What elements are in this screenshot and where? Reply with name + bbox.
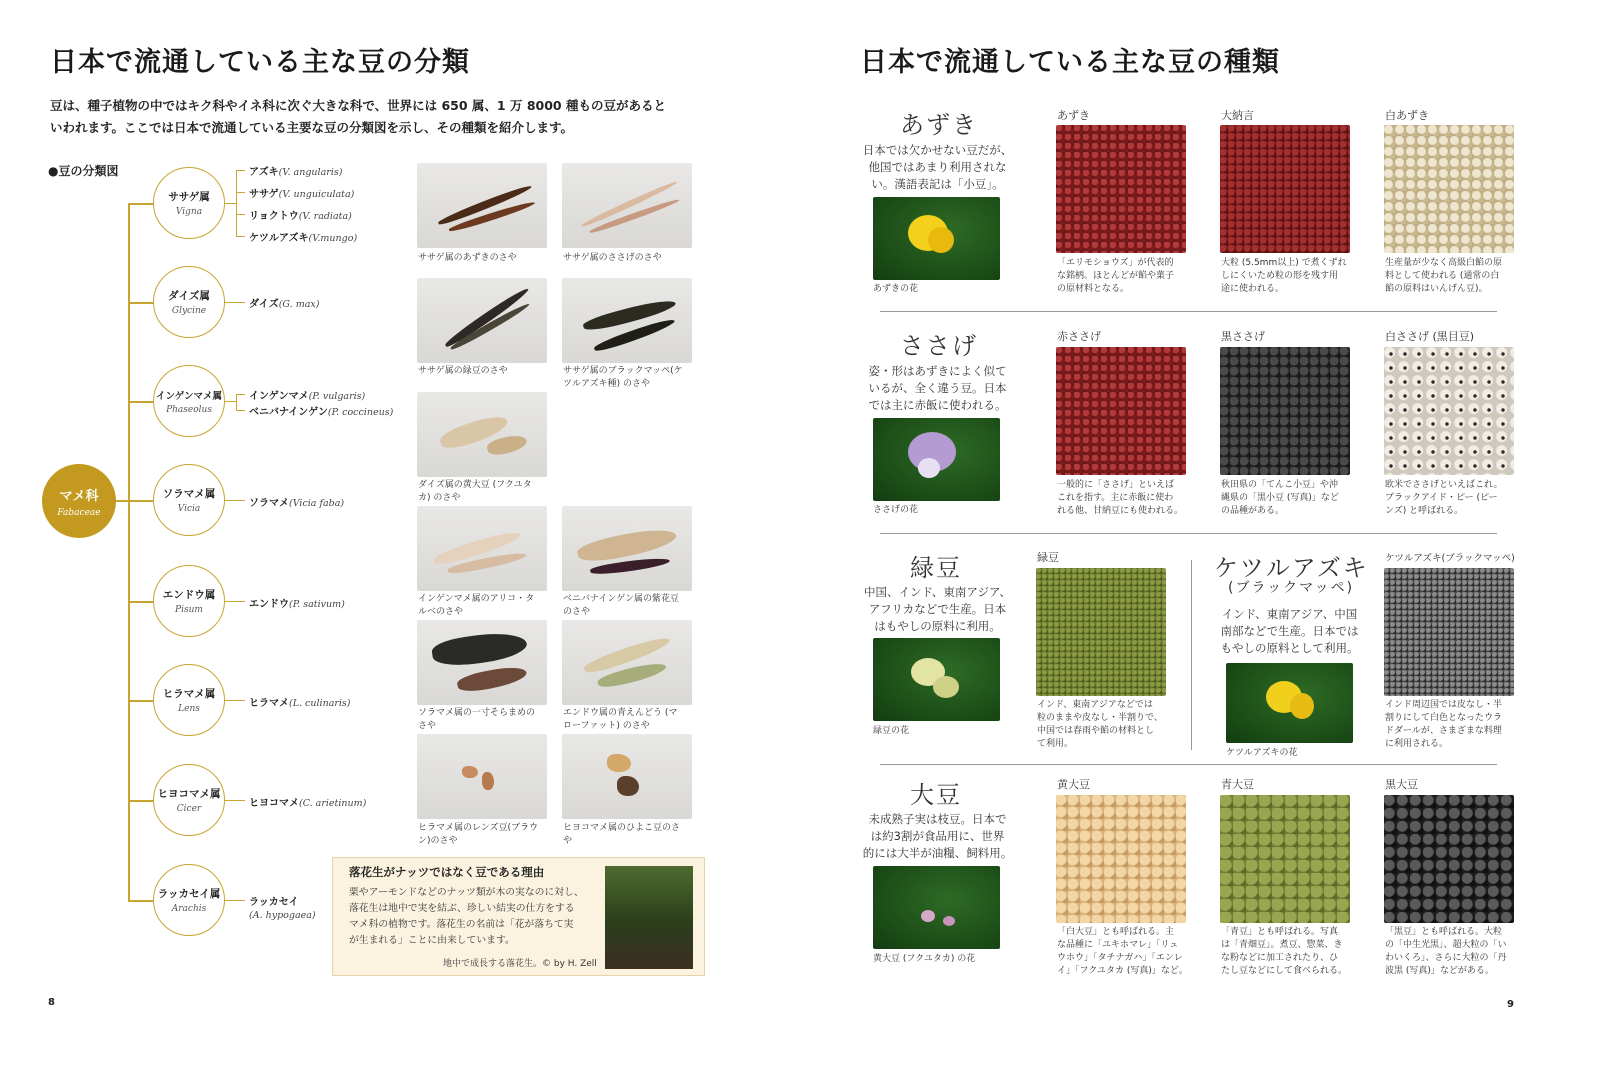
peanut-sidebar	[332, 857, 705, 976]
row-divider	[880, 533, 1497, 534]
genus-lat: Pisum	[175, 605, 203, 615]
variety-caption: 生産量が少なく高級白餡の原 料として使われる (通常の白 餡の原料はいんげん豆)。	[1385, 258, 1503, 294]
vigna-tick-4	[236, 236, 245, 237]
bean-name-azuki: あずき	[900, 111, 978, 139]
phaseolus-tick-2	[236, 410, 245, 411]
branch-lens	[128, 700, 153, 702]
variety-caption: インド、東南アジアなどでは 粒のままや皮なし・半割りで、 中国では春雨や餡の材料とし て利用。	[1037, 700, 1163, 749]
pod-caption: ササゲ属のブラックマッペ(ケ ツルアズキ種) のさや	[563, 366, 683, 389]
branch-phaseolus	[128, 401, 153, 403]
variety-label: 黄大豆	[1057, 778, 1090, 791]
species-ketsuruazuki: ケツルアズキ(V.mungo)	[249, 233, 358, 244]
pod-photo-murasakihanamame	[562, 506, 692, 591]
pod-photo-sasage	[562, 163, 692, 248]
trunk-line	[128, 203, 130, 900]
ryokuto-flower-caption: 緑豆の花	[873, 726, 910, 736]
species-rakkasei: ラッカセイ	[249, 897, 299, 908]
genus-jp: ヒラマメ属	[162, 688, 216, 700]
left-page-title: 日本で流通している主な豆の分類	[50, 47, 470, 78]
genus-lat: Cicer	[176, 804, 202, 814]
bean-photo-shirosasage	[1384, 347, 1514, 475]
family-fabaceae	[42, 464, 116, 538]
genus-lat: Phaseolus	[166, 404, 212, 415]
pod-photo-endou	[562, 620, 692, 705]
branch-pisum	[128, 601, 153, 603]
genus-lat: Vigna	[175, 207, 203, 217]
genus-lens	[153, 664, 225, 736]
chart-label: ●豆の分類図	[48, 164, 119, 178]
genus-cicer	[153, 764, 225, 836]
species-daizu: ダイズ(G. max)	[249, 299, 320, 310]
family-jp: マメ科	[59, 488, 99, 504]
genus-arachis	[153, 864, 225, 936]
intro-line-2: いわれます。ここでは日本で流通している主要な豆の分類図を示し、その種類を紹介します。	[50, 120, 574, 135]
species-soramame: ソラマメ(Vicia faba)	[249, 498, 345, 509]
pod-caption: ササゲ属のささげのさや	[563, 253, 662, 263]
genus-jp: インゲンマメ属	[155, 390, 223, 402]
cicer-tick	[225, 800, 245, 801]
variety-caption: 「白大豆」とも呼ばれる。主 な品種に「ユキホマレ」「リュ ウホウ」「タチナガハ」「エンレ イ」「フクユタカ (写真)」など。	[1057, 927, 1188, 976]
bean-photo-shiroazuki	[1384, 125, 1514, 253]
genus-lat: Arachis	[171, 904, 207, 914]
intro-line-1: 豆は、種子植物の中ではキク科やイネ科に次ぐ大きな科で、世界には 650 属、1 万 8000 種もの豆があると	[50, 98, 666, 113]
family-lat: Fabaceae	[57, 507, 101, 518]
branch-vigna	[128, 203, 153, 205]
bean-photo-kurodaizu	[1384, 795, 1514, 923]
pod-caption: エンドウ属の青えんどう (マ ローファット) のさや	[563, 708, 678, 731]
azuki-flower-photo	[873, 197, 1000, 280]
bean-name-sasage: ささげ	[900, 332, 978, 360]
bean-photo-dainagon	[1220, 125, 1350, 253]
sidebar-text: 栗やアーモンドなどのナッツ類が木の実なのに対し、 落花生は地中で実を結ぶ、珍しい結実の仕方をする マメ科の植物です。落花生の名前は「花が落ちて実 が生まれる」ことに由来しています。	[349, 887, 584, 946]
variety-label: 黒ささげ	[1221, 330, 1265, 343]
left-page-number: 8	[48, 997, 55, 1008]
azuki-flower-caption: あずきの花	[873, 284, 919, 294]
genus-vigna	[153, 167, 225, 239]
bean-photo-kidaizu	[1056, 795, 1186, 923]
pod-photo-azuki	[417, 163, 547, 248]
bean-photo-aodaizu	[1220, 795, 1350, 923]
pod-photo-lentil	[417, 734, 547, 819]
bean-photo-blackgram	[1384, 568, 1514, 696]
genus-lat: Vicia	[177, 504, 201, 514]
ketsuru-subname: (ブラックマッペ)	[1228, 580, 1355, 596]
bean-photo-ryokuto	[1036, 568, 1166, 696]
arachis-tick	[225, 900, 245, 901]
sasage-flower-caption: ささげの花	[873, 505, 919, 515]
variety-caption: インド周辺国では皮なし・半 割りにして白色となったウラ ドダールが、さまざまな料理 に利用される。	[1385, 700, 1503, 749]
ryokuto-desc: 中国、インド、東南アジア、 アフリカなどで生産。日本 はもやしの原料に利用。	[863, 585, 1012, 633]
genus-phaseolus	[153, 365, 225, 437]
vigna-tick-2	[236, 192, 245, 193]
pod-caption: ベニバナインゲン属の紫花豆 のさや	[563, 594, 680, 617]
genus-vicia	[153, 464, 225, 536]
variety-label: 大納言	[1221, 109, 1254, 122]
vigna-species-bar	[236, 170, 237, 236]
right-page-title: 日本で流通している主な豆の種類	[860, 47, 1280, 78]
branch-arachis	[128, 900, 153, 902]
variety-label: 白あずき	[1385, 109, 1429, 122]
pod-photo-haricot	[417, 506, 547, 591]
genus-lat: Glycine	[171, 306, 207, 316]
species-sasage: ササゲ(V. unguiculata)	[249, 189, 355, 200]
phaseolus-tick-1	[236, 394, 245, 395]
pod-caption: ヒラマメ属のレンズ豆(ブラウ ン)のさや	[418, 823, 539, 846]
species-benibanaingen: ベニバナインゲン(P. coccineus)	[249, 407, 394, 418]
vigna-tick-3	[236, 214, 245, 215]
sasage-flower-photo	[873, 418, 1000, 501]
daizu-desc: 未成熟子実は枝豆。日本で は約3割が食品用に、世界 的には大半が油糧、飼料用。	[862, 812, 1013, 860]
genus-glycine	[153, 266, 225, 338]
variety-caption: 「青豆」とも呼ばれる。写真 は「青畑豆」。煮豆、惣菜、き な粉などに加工されたり、ひ たし豆などにして食べられる。	[1221, 927, 1348, 976]
pod-caption: ヒヨコマメ属のひよこ豆のさ や	[563, 823, 681, 846]
genus-jp: ササゲ属	[168, 191, 210, 203]
variety-label: 赤ささげ	[1057, 330, 1101, 343]
genus-pisum	[153, 565, 225, 637]
ketsuru-flower-photo	[1226, 663, 1353, 743]
sidebar-title: 落花生がナッツではなく豆である理由	[349, 865, 545, 879]
pisum-tick	[225, 601, 245, 602]
variety-label: ケツルアズキ(ブラックマッペ)	[1385, 553, 1515, 564]
variety-caption: 欧米でささげといえばこれ。 ブラックアイド・ピー (ピー ンズ) と呼ばれる。	[1385, 480, 1503, 516]
species-azuki: アズキ(V. angularis)	[249, 167, 343, 178]
pod-photo-chickpea	[562, 734, 692, 819]
variety-label: 緑豆	[1037, 551, 1059, 564]
pod-photo-daizu	[417, 392, 547, 477]
bean-name-daizu: 大豆	[910, 781, 962, 809]
species-ryokuto: リョクトウ(V. radiata)	[249, 211, 352, 222]
variety-caption: 一般的に「ささげ」といえば これを指す。主に赤飯に使わ れる他、甘納豆にも使われる。	[1057, 480, 1184, 516]
daizu-flower-caption: 黄大豆 (フクユタカ) の花	[873, 954, 976, 964]
variety-caption: 「エリモショウズ」が代表的 な銘柄。ほとんどが餡や菓子 の原材料となる。	[1057, 258, 1175, 294]
genus-jp: ソラマメ属	[162, 488, 216, 500]
branch-glycine	[128, 302, 153, 304]
ketsuru-flower-caption: ケツルアズキの花	[1226, 748, 1298, 758]
pod-caption: ソラマメ属の一寸そらまめの さや	[418, 708, 536, 731]
column-divider	[1191, 560, 1192, 750]
genus-jp: エンドウ属	[162, 589, 216, 601]
bean-name-ryokuto: 緑豆	[910, 554, 962, 582]
species-endou: エンドウ(P. sativum)	[249, 599, 345, 610]
bean-photo-azuki	[1056, 125, 1186, 253]
variety-label: 黒大豆	[1385, 778, 1418, 791]
species-ingenmame: インゲンマメ(P. vulgaris)	[249, 391, 366, 402]
row-divider	[880, 764, 1497, 765]
variety-caption: 「黒豆」とも呼ばれる。大粒 の「中生光黒」、超大粒の「い わいくろ」、さらに大粒の「丹 波黒 (写真)」などがある。	[1385, 927, 1507, 976]
variety-label: 青大豆	[1221, 778, 1254, 791]
vigna-tick-1	[236, 170, 245, 171]
pod-photo-ryokuto	[417, 278, 547, 363]
row-divider	[880, 311, 1497, 312]
variety-caption: 秋田県の「てんこ小豆」や沖 縄県の「黒小豆 (写真)」など の品種がある。	[1221, 480, 1339, 516]
vigna-species-stem	[225, 203, 236, 204]
genus-jp: ラッカセイ属	[157, 888, 221, 900]
genus-jp: ダイズ属	[168, 290, 210, 302]
sidebar-photo-caption: 地中で成長する落花生。© by H. Zell	[443, 959, 597, 969]
azuki-desc: 日本では欠かせない豆だが、 他国ではあまり利用されな い。漢語表記は「小豆」。	[862, 143, 1013, 191]
variety-caption: 大粒 (5.5mm以上) で煮くずれ しにくいため粒の形を残す用 途に使われる。	[1221, 258, 1347, 294]
genus-lat: Lens	[178, 704, 200, 714]
lens-tick	[225, 700, 245, 701]
branch-cicer	[128, 800, 153, 802]
sasage-desc: 姿・形はあずきによく似て いるが、全く違う豆。日本 では主に赤飯に使われる。	[868, 364, 1007, 412]
genus-jp: ヒヨコマメ属	[157, 788, 221, 800]
daizu-flower-photo	[873, 866, 1000, 949]
left-intro	[50, 95, 700, 139]
pod-caption: ササゲ属のあずきのさや	[418, 253, 517, 263]
peanut-plant-photo	[605, 866, 693, 969]
species-hiramame: ヒラマメ(L. culinaris)	[249, 698, 351, 709]
right-page-number: 9	[1507, 999, 1514, 1010]
vicia-tick	[225, 500, 245, 501]
species-hiyokomame: ヒヨコマメ(C. arietinum)	[249, 798, 367, 809]
bean-photo-kurosasage	[1220, 347, 1350, 475]
branch-vicia	[128, 500, 153, 502]
pod-photo-blackgram	[562, 278, 692, 363]
pod-caption: ササゲ属の緑豆のさや	[418, 366, 508, 376]
ryokuto-flower-photo	[873, 638, 1000, 721]
ketsuru-desc: インド、東南アジア、中国 南部などで生産。日本では もやしの原料として利用。	[1220, 607, 1359, 655]
species-rakkasei-sc: (A. hypogaea)	[249, 910, 316, 921]
glycine-tick	[225, 302, 245, 303]
variety-label: 白ささげ (黒目豆)	[1385, 330, 1475, 343]
variety-label: あずき	[1057, 109, 1090, 122]
pod-caption: ダイズ属の黄大豆 (フクユタ カ) のさや	[418, 480, 532, 503]
phaseolus-bar	[236, 394, 237, 411]
bean-name-ketsuru: ケツルアズキ	[1214, 554, 1369, 582]
pod-photo-soramame	[417, 620, 547, 705]
phaseolus-stem	[225, 401, 236, 402]
pod-caption: インゲンマメ属のアリコ・タ ルベのさや	[418, 594, 535, 617]
bean-photo-akasasage	[1056, 347, 1186, 475]
